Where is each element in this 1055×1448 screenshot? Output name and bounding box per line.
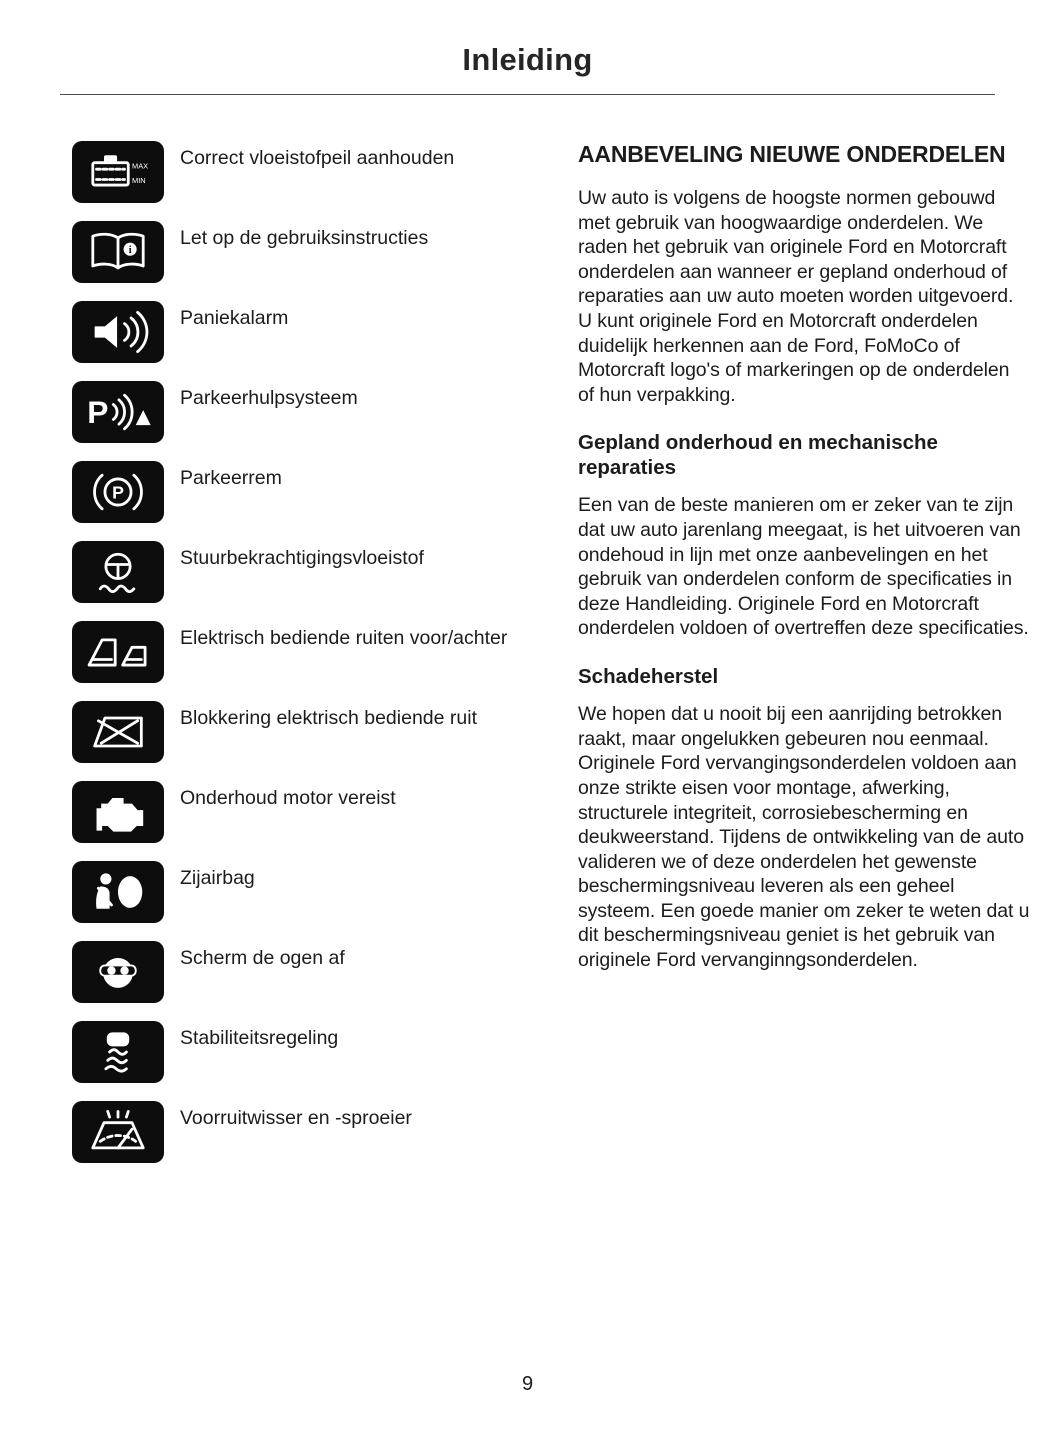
eye-protection-icon xyxy=(72,941,164,1003)
icon-label: Paniekalarm xyxy=(180,307,289,329)
icon-label: Voorruitwisser en -sproeier xyxy=(180,1107,412,1129)
power-windows-icon xyxy=(72,621,164,683)
list-item xyxy=(72,701,550,763)
fluid-level-icon xyxy=(72,141,164,203)
icon-label: Parkeerrem xyxy=(180,467,282,489)
parking-brake-icon xyxy=(72,461,164,523)
section-heading: AANBEVELING NIEUWE ONDERDELEN xyxy=(578,141,1006,167)
article-column xyxy=(578,141,1030,1181)
icon-label: Parkeerhulpsysteem xyxy=(180,387,358,409)
list-item xyxy=(72,941,550,1003)
svg-text:i: i xyxy=(128,244,132,256)
page-title: Inleiding xyxy=(462,42,593,77)
icon-label: Stabiliteitsregeling xyxy=(180,1027,339,1049)
power-steering-fluid-icon xyxy=(72,541,164,603)
list-item xyxy=(72,621,550,683)
list-item xyxy=(72,381,550,443)
svg-text:MIN: MIN xyxy=(132,176,146,186)
list-item xyxy=(72,301,550,363)
list-item xyxy=(72,781,550,843)
owner-manual-icon xyxy=(72,221,164,283)
body-paragraph: Een van de beste manieren om er zeker van te zijn dat uw auto jarenlang meegaat, is het uitvoeren van ondehoud in lijn met onze aanbevelingen en het gebruik van onderdelen conform de specificaties in deze Handleiding. Originele Ford en Motorcraft onderdelen voldoen of overtreffen deze specificaties. xyxy=(578,494,1029,640)
list-item xyxy=(72,1101,550,1163)
svg-text:MAX: MAX xyxy=(132,161,149,171)
icon-label: Stuurbekrachtigingsvloeistof xyxy=(180,547,424,569)
list-item xyxy=(72,861,550,923)
body-paragraph: We hopen dat u nooit bij een aanrijding betrokken raakt, maar ongelukken gebeuren nou eenmaal. Originele Ford vervangingsonderdelen voldoen aan onze strikte eisen voor montage, afwerking, structurele integriteit, corrosiebescherming en deukweerstand. Tijdens de ontwikkeling van de auto valideren we of deze onderdelen het gewenste beschermingsniveau leveren als een geheel systeem. Een goede manier om zeker te weten dat u dit beschermingsniveau geniet is het gebruik van originele Ford vervanginngsonderdelen. xyxy=(578,703,1030,971)
list-item xyxy=(72,1021,550,1083)
window-lock-icon xyxy=(72,701,164,763)
icon-label: Onderhoud motor vereist xyxy=(180,787,396,809)
icon-label: Elektrisch bediende ruiten voor/achter xyxy=(180,627,508,649)
page-content xyxy=(0,95,1055,1181)
icon-label: Scherm de ogen af xyxy=(180,947,345,969)
sub-heading: Gepland onderhoud en mechanische reparaties xyxy=(578,431,938,479)
sub-heading: Schadeherstel xyxy=(578,664,719,688)
icon-label: Let op de gebruiksinstructies xyxy=(180,227,429,249)
panic-alarm-icon xyxy=(72,301,164,363)
list-item xyxy=(72,541,550,603)
body-paragraph: Uw auto is volgens de hoogste normen gebouwd met gebruik van hoogwaardige onderdelen. We raden het gebruik van originele Ford en Motorcraft onderdelen aan wanneer er gepland onderhoud of reparaties aan uw auto moeten worden uitgevoerd. U kunt originele Ford en Motorcraft onderdelen duidelijk herkennen aan de Ford, FoMoCo of Motorcraft logo's of markeringen op de onderdelen of hun verpakking. xyxy=(578,187,1014,406)
icon-label: Zijairbag xyxy=(180,867,255,889)
symbol-legend xyxy=(72,141,550,1181)
svg-text:P: P xyxy=(87,394,109,431)
page-header xyxy=(0,0,1055,95)
stability-control-icon xyxy=(72,1021,164,1083)
windshield-wiper-icon xyxy=(72,1101,164,1163)
engine-service-icon xyxy=(72,781,164,843)
parking-aid-icon xyxy=(72,381,164,443)
list-item xyxy=(72,141,550,203)
side-airbag-icon xyxy=(72,861,164,923)
list-item xyxy=(72,461,550,523)
svg-text:P: P xyxy=(112,482,124,503)
icon-label: Correct vloeistofpeil aanhouden xyxy=(180,147,455,169)
list-item xyxy=(72,221,550,283)
page-number: 9 xyxy=(521,1373,534,1395)
icon-label: Blokkering elektrisch bediende ruit xyxy=(180,707,477,729)
